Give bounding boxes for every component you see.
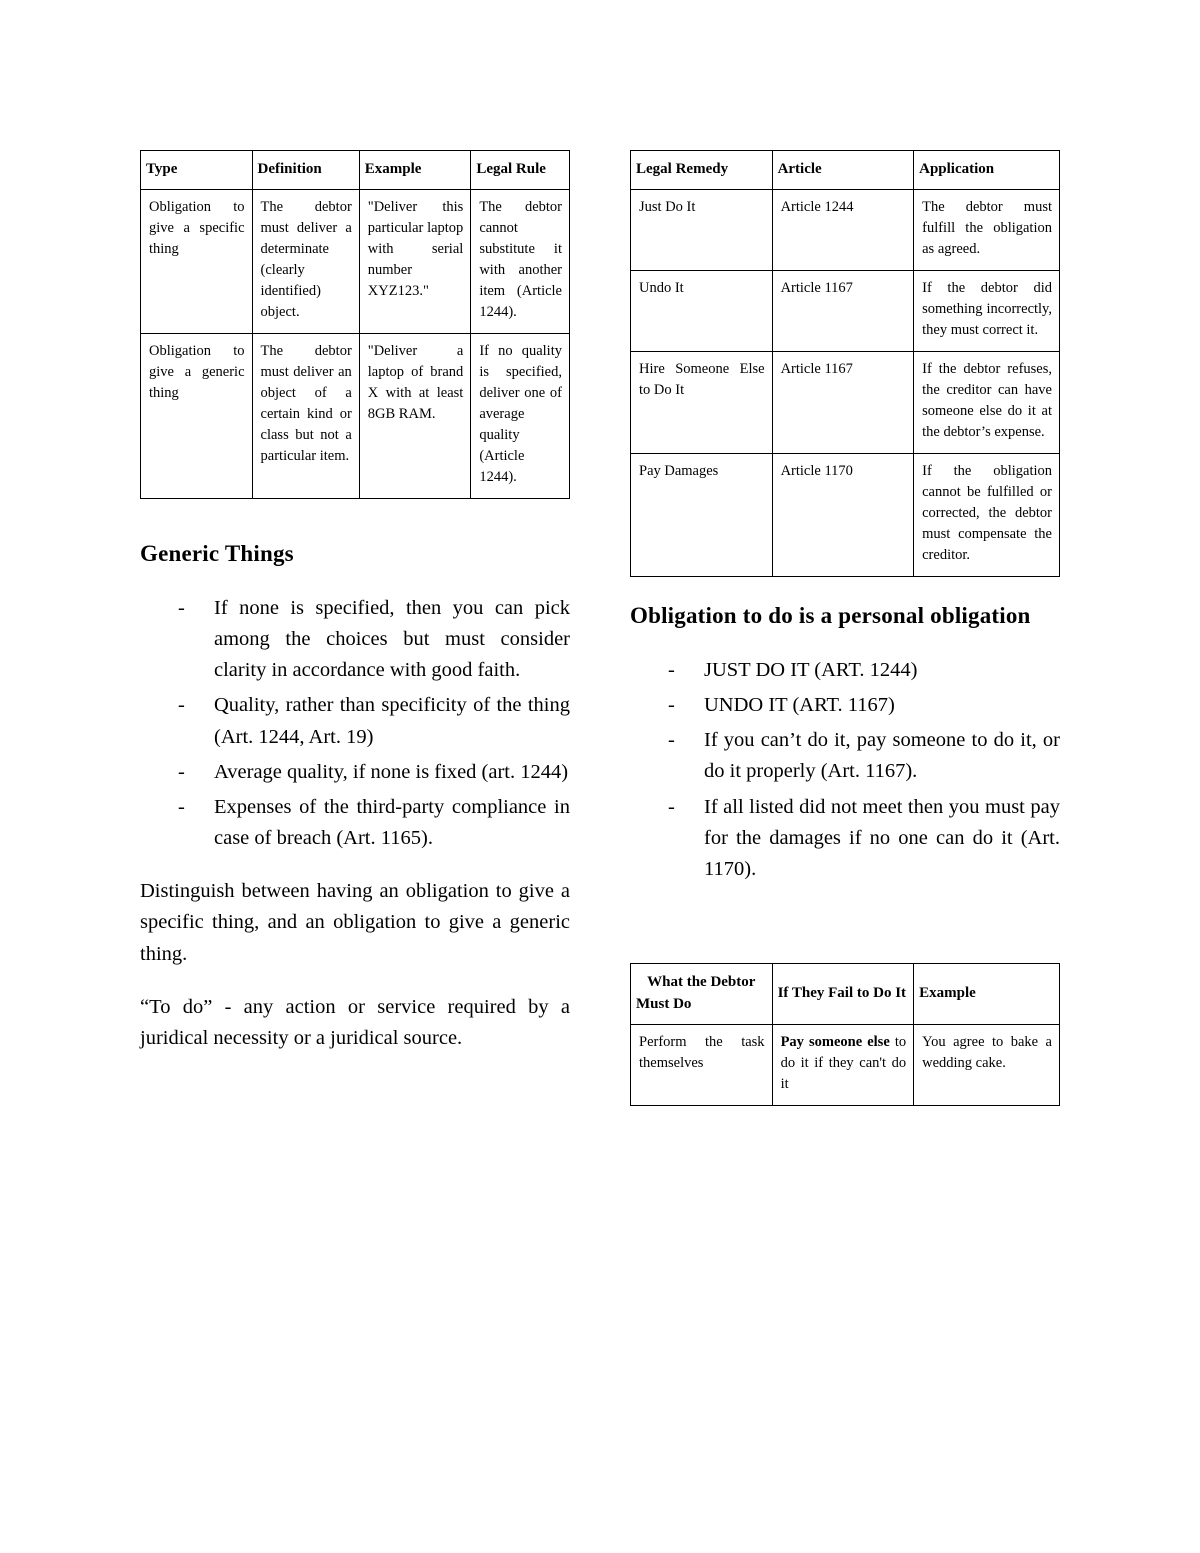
- table-row: [631, 453, 1060, 576]
- list-item: [178, 593, 570, 686]
- list-item: [668, 725, 1060, 787]
- cell-example: "Deliver a laptop of brand X with at least 8GB RAM.: [359, 333, 471, 498]
- generic-things-list: [140, 593, 570, 854]
- distinguish-paragraph: Distinguish between having an obligation to give a specific thing, and an obligation to give a generic thing.: [140, 880, 570, 965]
- cell-application: The debtor must fulfill the obligation as agreed.: [914, 189, 1060, 270]
- cell-article: Article 1244: [772, 189, 914, 270]
- cell-legal-rule: If no quality is specified, deliver one of average quality (Article 1244).: [471, 333, 570, 498]
- list-item: [178, 792, 570, 854]
- table-row: [141, 333, 570, 498]
- cell-example: You agree to bake a wedding cake.: [914, 1024, 1060, 1105]
- dash-bullet: -: [668, 795, 675, 818]
- list-item-text: If you can’t do it, pay someone to do it, or do it properly (Art. 1167).: [704, 729, 1060, 783]
- cell-if-they-fail-emphasis: Pay someone else: [780, 1033, 890, 1050]
- table-row: [141, 189, 570, 333]
- list-item: [178, 690, 570, 752]
- cell-remedy: Just Do It: [631, 189, 773, 270]
- list-item: [668, 655, 1060, 686]
- dash-bullet: -: [178, 795, 185, 818]
- vertical-spacer: [630, 907, 1060, 963]
- cell-application: If the debtor refuses, the creditor can have someone else do it at the debtor’s expense.: [914, 351, 1060, 453]
- cell-remedy: Undo It: [631, 270, 773, 351]
- personal-obligation-list: [630, 655, 1060, 885]
- cell-legal-rule: The debtor cannot substitute it with another item (Article 1244).: [471, 189, 570, 333]
- cell-remedy: Pay Damages: [631, 453, 773, 576]
- cell-definition: The debtor must deliver an object of a certain kind or class but not a particular item.: [252, 333, 359, 498]
- table-row: [631, 351, 1060, 453]
- column-header-type: Type: [141, 151, 253, 190]
- legal-remedy-table: [630, 150, 1060, 577]
- cell-definition: The debtor must deliver a determinate (clearly identified) object.: [252, 189, 359, 333]
- column-header-legal-rule: Legal Rule: [471, 151, 570, 190]
- list-item-text: Expenses of the third-party compliance in case of breach (Art. 1165).: [214, 795, 570, 850]
- cell-if-they-fail-rest: to do it if they can't do it: [780, 1033, 907, 1092]
- dash-bullet: -: [668, 658, 675, 681]
- left-column: [140, 150, 570, 1076]
- cell-type: Obligation to give a generic thing: [141, 333, 253, 498]
- list-item-text: If all listed did not meet then you must pay for the damages if no one can do it (Art. 1170).: [704, 795, 1060, 880]
- dash-bullet: -: [178, 760, 185, 783]
- list-item: [668, 792, 1060, 885]
- cell-if-they-fail: [772, 1024, 914, 1105]
- table-header-row: [141, 151, 570, 190]
- right-column: [630, 150, 1060, 1106]
- column-header-application: Application: [914, 151, 1060, 190]
- obligation-types-table: [140, 150, 570, 499]
- generic-things-heading: Generic Things: [140, 540, 294, 566]
- list-item-text: UNDO IT (ART. 1167): [704, 694, 895, 717]
- list-item-text: Quality, rather than specificity of the thing (Art. 1244, Art. 19): [214, 694, 570, 748]
- cell-example: "Deliver this particular laptop with serial number XYZ123.": [359, 189, 471, 333]
- debtor-duty-table: [630, 963, 1060, 1106]
- table-row: [631, 270, 1060, 351]
- column-header-definition: Definition: [252, 151, 359, 190]
- column-header-legal-remedy: Legal Remedy: [631, 151, 773, 190]
- dash-bullet: -: [178, 694, 185, 717]
- cell-must-do: Perform the task themselves: [631, 1024, 773, 1105]
- table-row: [631, 189, 1060, 270]
- cell-article: Article 1170: [772, 453, 914, 576]
- cell-article: Article 1167: [772, 270, 914, 351]
- list-item-text: If none is specified, then you can pick among the choices but must consider clarity in accordance with good faith.: [214, 596, 570, 682]
- list-item-text: JUST DO IT (ART. 1244): [704, 658, 918, 681]
- cell-remedy: Hire Someone Else to Do It: [631, 351, 773, 453]
- table-header-row: [631, 151, 1060, 190]
- two-column-layout: [140, 150, 1080, 1106]
- column-header-article: Article: [772, 151, 914, 190]
- list-item-text: Average quality, if none is fixed (art. 1244): [214, 760, 569, 783]
- column-header-example: Example: [914, 964, 1060, 1025]
- cell-application: If the debtor did something incorrectly, they must correct it.: [914, 270, 1060, 351]
- list-item: [668, 690, 1060, 721]
- column-header-example: Example: [359, 151, 471, 190]
- cell-application: If the obligation cannot be fulfilled or corrected, the debtor must compensate the creditor.: [914, 453, 1060, 576]
- column-header-what-debtor-must-do: What the Debtor Must Do: [631, 964, 773, 1025]
- personal-obligation-heading: Obligation to do is a personal obligation: [630, 602, 1031, 628]
- cell-article: Article 1167: [772, 351, 914, 453]
- dash-bullet: -: [178, 596, 185, 619]
- dash-bullet: -: [668, 729, 675, 752]
- to-do-definition-paragraph: “To do” - any action or service required by a juridical necessity or a juridical source.: [140, 995, 570, 1049]
- cell-type: Obligation to give a specific thing: [141, 189, 253, 333]
- column-header-if-they-fail: If They Fail to Do It: [772, 964, 914, 1025]
- table-header-row: [631, 964, 1060, 1025]
- table-row: [631, 1024, 1060, 1105]
- dash-bullet: -: [668, 694, 675, 717]
- list-item: [178, 757, 570, 788]
